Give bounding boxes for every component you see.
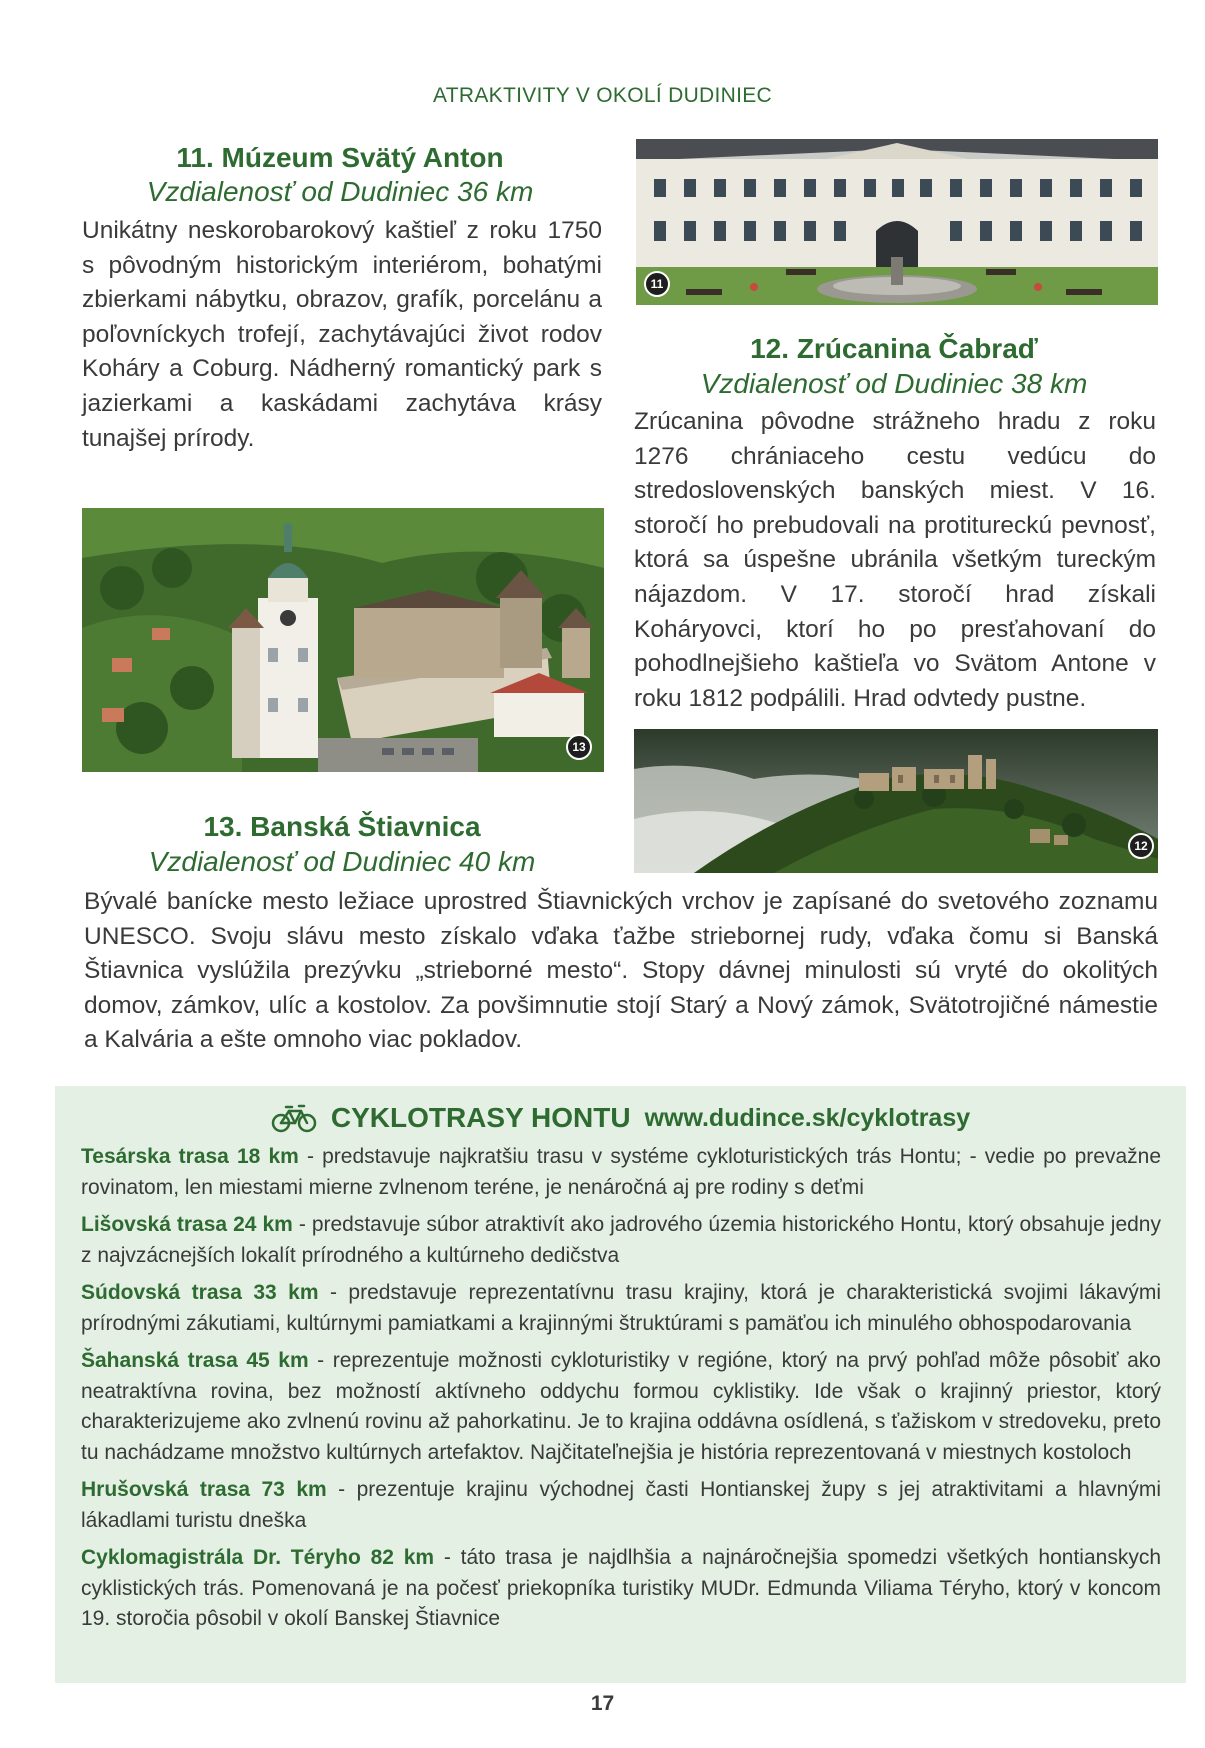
section-13-title: 13. Banská Štiavnica xyxy=(203,811,481,842)
cyclo-heading xyxy=(55,1100,1186,1136)
section-12-distance: Vzdialenosť od Dudiniec 38 km xyxy=(700,368,1088,399)
route-hrusovska xyxy=(81,1475,1161,1536)
route-name: Tesárska trasa 18 km xyxy=(81,1145,299,1168)
section-13-distance: Vzdialenosť od Dudiniec 40 km xyxy=(148,846,536,877)
page-header: ATRAKTIVITY V OKOLÍ DUDINIEC xyxy=(432,84,773,107)
route-description: - predstavuje najkratšiu trasu v systéme cykloturistických trás Hontu; - vedie po prevažne rovinatom, len miestami mierne zvlnenom teréne, je nenáročná aj pre rodiny s deťmi xyxy=(81,1145,1161,1199)
photo-banska-stiavnica-castle xyxy=(82,508,604,772)
route-lisovska xyxy=(81,1210,1161,1271)
photo-badge-13: 13 xyxy=(566,734,592,760)
photo-badge-12: 12 xyxy=(1128,833,1154,859)
route-description: - predstavuje reprezentatívnu trasu krajiny, ktorá je charakteristická svojimi lákavými prírodnými zákutiami, kultúrnymi pamiatkami a krajinnými štruktúrami s pamäťou ich minulého obhospodarovania xyxy=(81,1281,1161,1335)
route-description: - predstavuje súbor atraktivít ako jadrového územia historického Hontu, ktorý obsahuje jedny z najvzácnejších lokalít prírodného a kultúrneho dedičstva xyxy=(81,1213,1161,1267)
route-name: Cyklomagistrála Dr. Téryho 82 km xyxy=(81,1546,435,1569)
route-description: - táto trasa je najdlhšia a najnáročnejšia spomedzi všetkých hontianskych cyklistických trás. Pomenovaná je na počesť priekopníka turistiky MUDr. Edmunda Viliama Téryho, ktorý v koncom 19. storočia pôsobil v okolí Banskej Štiavnice xyxy=(81,1546,1161,1630)
cyclo-title: CYKLOTRASY HONTU xyxy=(330,1102,631,1133)
page-number: 17 xyxy=(590,1692,615,1715)
photo-badge-11: 11 xyxy=(644,271,670,297)
route-description: - reprezentuje možnosti cykloturistiky v regióne, ktorý na prvý pohľad môže pôsobiť ako neatraktívna rovina, bez možností aktívneho oddychu formou cyklistiky. Ide však o krajinný priestor, ktorý charakterizujeme ako zvlnenú rovinu až pahorkatinu. Je to krajina oddávna osídlená, s ťažiskom v stredoveku, preto tu nachádzame množstvo kultúrnych artefaktov. Najčitateľnejšia je história reprezentovaná v miestnych kostoloch xyxy=(81,1349,1161,1464)
route-name: Hrušovská trasa 73 km xyxy=(81,1478,327,1501)
bicycle-icon xyxy=(271,1103,317,1133)
route-description: - prezentuje krajinu východnej časti Hontianskej župy s jej atraktivitami a hlavnými lákadlami turistu dneška xyxy=(81,1478,1162,1532)
photo-svaty-anton-manor xyxy=(636,139,1158,305)
section-11-title: 11. Múzeum Svätý Anton xyxy=(176,142,504,173)
route-tesarska xyxy=(81,1142,1161,1203)
section-11-distance: Vzdialenosť od Dudiniec 36 km xyxy=(146,176,534,207)
cyclo-routes-box xyxy=(55,1086,1186,1683)
route-list xyxy=(81,1142,1161,1642)
section-11-text: Unikátny neskorobarokový kaštieľ z roku 1750 s pôvodným historickým interiérom, bohatými zbierkami nábytku, obrazov, grafík, porcelánu a poľovníckych trofejí, zachytávajúci život rodov Koháry a Coburg. Nádherný romantický park s jazierkami a kaskádami zachytáva krásy tunajšej prírody. xyxy=(82,217,602,452)
route-cyklomagistrala-teryho xyxy=(81,1543,1161,1635)
photo-cabrad-ruin xyxy=(634,729,1158,873)
route-sudovska xyxy=(81,1278,1161,1339)
section-13-text: Bývalé banícke mesto ležiace uprostred Štiavnických vrchov je zapísané do svetového zoznamu UNESCO. Svoju slávu mesto získalo vďaka ťažbe striebornej rudy, vďaka čomu si Banská Štiavnica vyslúžila prezývku „strieborné mesto“. Stopy dávnej minulosti sú vryté do okolitých domov, zámkov, ulíc a kostolov. Za povšimnutie stojí Starý a Nový zámok, Svätotrojičné námestie a Kalvária a ešte omnoho viac pokladov. xyxy=(84,888,1158,1054)
route-sahanska xyxy=(81,1346,1161,1468)
route-name: Lišovská trasa 24 km xyxy=(81,1213,293,1236)
cyclo-url[interactable]: www.dudince.sk/cyklotrasy xyxy=(644,1103,971,1132)
route-name: Súdovská trasa 33 km xyxy=(81,1281,319,1304)
section-12-text: Zrúcanina pôvodne strážneho hradu z roku 1276 chrániaceho cestu vedúcu do stredoslovenských banských miest. V 16. storočí ho prebudovali na protitureckú pevnosť, ktorá sa úspešne ubránila všetkým tureckým nájazdom. V 17. storočí hrad získali Koháryovci, ktorí ho po presťahovaní do pohodlnejšieho kaštieľa vo Svätom Antone v roku 1812 podpálili. Hrad odvtedy pustne. xyxy=(634,408,1156,712)
route-name: Šahanská trasa 45 km xyxy=(81,1349,309,1372)
section-12-title: 12. Zrúcanina Čabraď xyxy=(750,333,1038,364)
